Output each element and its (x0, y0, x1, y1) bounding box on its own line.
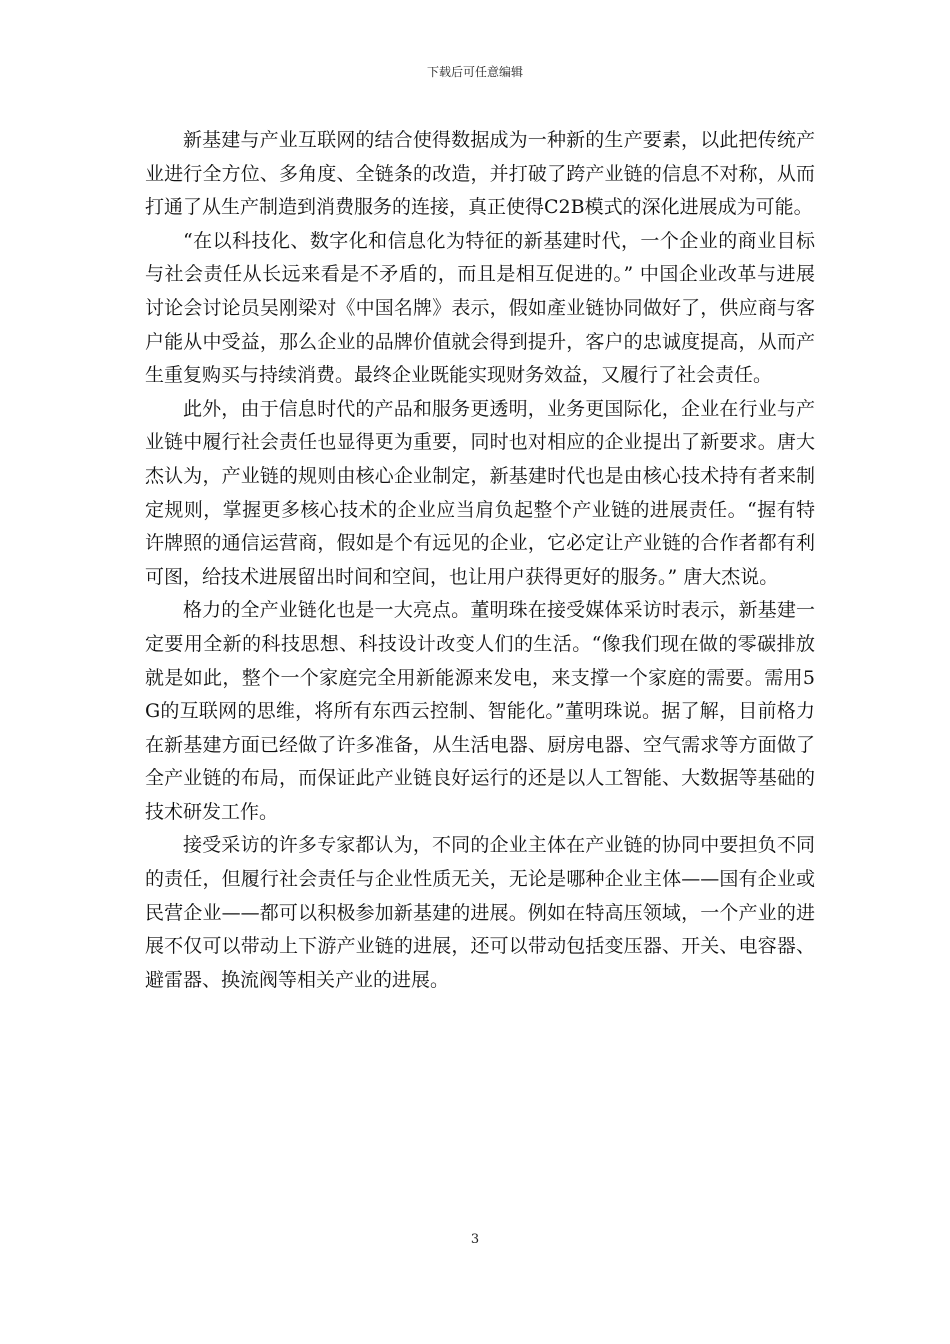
paragraph-3: 此外，由于信息时代的产品和服务更透明，业务更国际化，企业在行业与产业链中履行社会责任也显得更为重要，同时也对相应的企业提出了新要求。唐大杰认为，产业链的规则由核心企业制定，新基建时代也是由核心技术持有者来制定规则，掌握更多核心技术的企业应当肩负起整个产业链的进展责任。“握有特许牌照的通信运营商，假如是个有远见的企业，它必定让产业链的合作者都有利可图，给技术进展留出时间和空间，也让用户获得更好的服务。” 唐大杰说。 (145, 397, 815, 588)
paragraph-2: “在以科技化、数字化和信息化为特征的新基建时代，一个企业的商业目标与社会责任从长远来看是不矛盾的，而且是相互促进的。” 中国企业改革与进展讨论会讨论员吴刚梁对《中国名牌》表示，假如產业链协同做好了，供应商与客户能从中受益，那么企业的品牌价值就会得到提升，客户的忠诚度提高，从而产生重复购买与持续消费。最终企业既能实现财务效益，又履行了社会责任。 (145, 229, 815, 387)
page-number: 3 (470, 1232, 480, 1247)
paragraph-4: 格力的全产业链化也是一大亮点。董明珠在接受媒体采访时表示，新基建一定要用全新的科技思想、科技设计改变人们的生活。“像我们现在做的零碳排放就是如此，整个一个家庭完全用新能源来发电，来支撑一个家庭的需要。需用5G的互联网的思维，将所有东西云控制、智能化。”董明珠说。据了解，目前格力在新基建方面已经做了许多准备，从生活电器、厨房电器、空气需求等方面做了全产业链的布局，而保证此产业链良好运行的还是以人工智能、大数据等基础的技术研发工作。 (145, 599, 815, 823)
page-header: 下载后可任意编辑 (426, 65, 523, 79)
document-body (145, 124, 815, 997)
paragraph-1: 新基建与产业互联网的结合使得数据成为一种新的生产要素，以此把传统产业进行全方位、多角度、全链条的改造，并打破了跨产业链的信息不对称，从而打通了从生产制造到消费服务的连接，真正使得C2B模式的深化进展成为可能。 (145, 129, 815, 219)
paragraph-5: 接受采访的许多专家都认为，不同的企业主体在产业链的协同中要担负不同的责任，但履行社会责任与企业性质无关，无论是哪种企业主体——国有企业或民营企业——都可以积极参加新基建的进展。例如在特高压领域，一个产业的进展不仅可以带动上下游产业链的进展，还可以带动包括变压器、开关、电容器、避雷器、换流阀等相关产业的进展。 (145, 834, 815, 991)
